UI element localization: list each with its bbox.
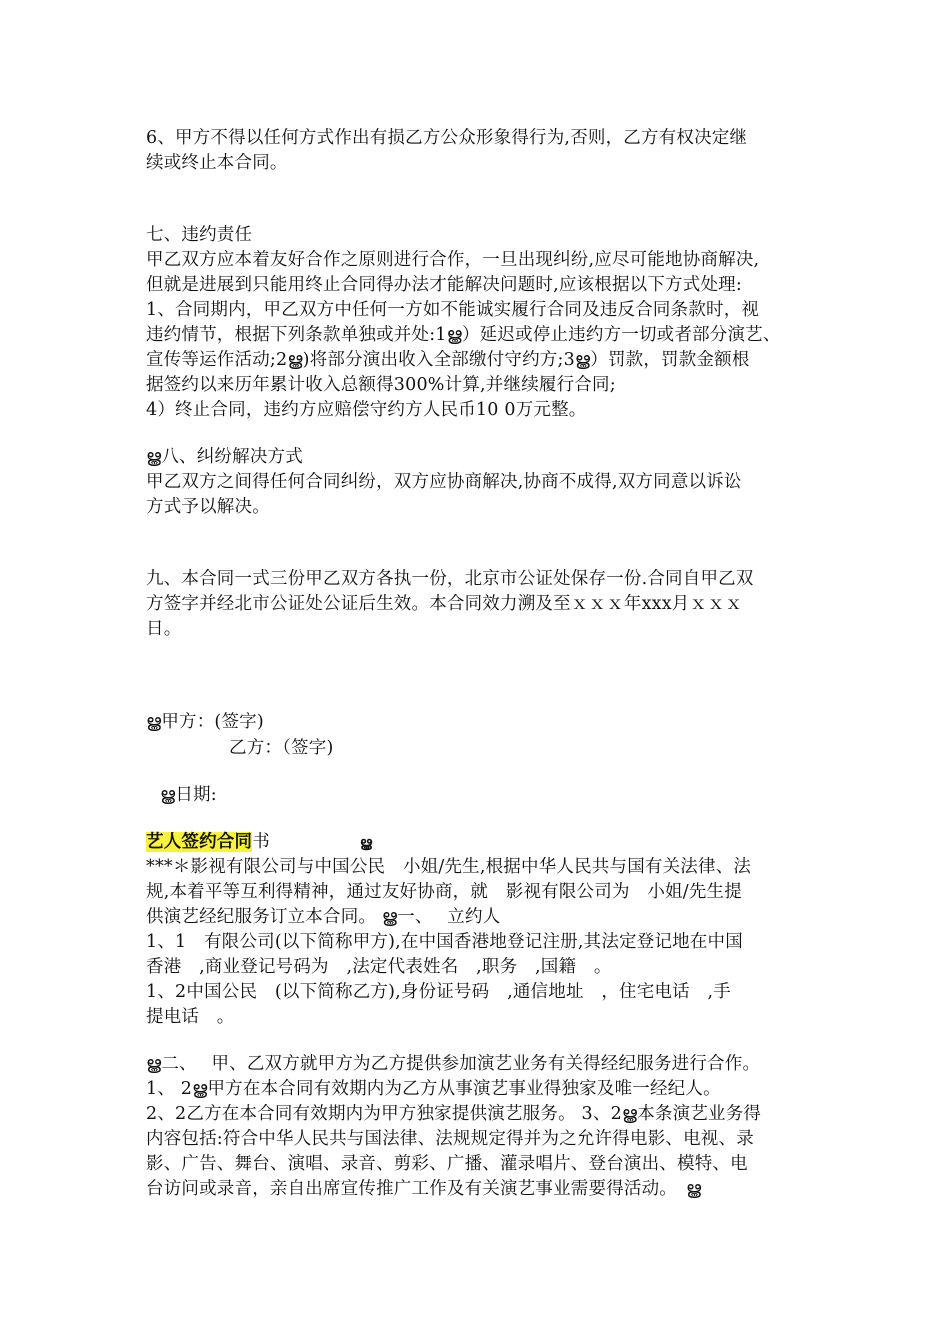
contract2-line: 香港 ,商业登记号码为 ,法定代表姓名 ,职务 ,国籍 。 bbox=[146, 957, 612, 977]
section7-line: 但就是进展到只能用终止合同得办法才能解决问题时,应该根据以下方式处理: bbox=[146, 275, 742, 295]
contract2-title bbox=[146, 830, 372, 855]
contract2-section2-line: 影、广告、舞台、演唱、录音、剪彩、广播、灌录唱片、登台演出、模特、电 bbox=[146, 1154, 748, 1174]
section7-line: 据签约以来历年累计收入总额得300%计算,并继续履行合同; bbox=[146, 375, 616, 395]
contract2-line: 1、2中国公民 (以下简称乙方),身份证号码 ,通信地址 ，住宅电话 ,手 bbox=[146, 982, 732, 1002]
section7-line: 4）终止合同，违约方应赔偿守约方人民币10 0万元整。 bbox=[146, 400, 587, 420]
contract2-title-rest: 书 bbox=[252, 832, 270, 852]
section8-title: ൠ八、纠纷解决方式 bbox=[146, 447, 303, 467]
section7-title: 七、违约责任 bbox=[146, 225, 253, 245]
party-a-signature: ൠ甲方：(签字) bbox=[146, 712, 264, 732]
contract2-line: 供演艺经纪服务订立本合同。 ൠ一、 立约人 bbox=[146, 907, 501, 927]
contract2-title-highlight: 艺人签约合同 bbox=[146, 832, 253, 852]
section8-line: 方式予以解决。 bbox=[146, 497, 270, 517]
section7-line: 违约情节，根据下列条款单独或并处:1ൠ）延迟或停止违约方一切或者部分演艺、 bbox=[146, 325, 781, 345]
contract2-line: ***＊影视有限公司与中国公民 小姐/先生,根据中华人民共与国有关法律、法 bbox=[146, 857, 752, 877]
contract2-section2-line: 内容包括:符合中华人民共与国法律、法规规定得并为之允许得电影、电视、录 bbox=[146, 1129, 754, 1149]
section7-line: 甲乙双方应本着友好合作之原则进行合作，一旦出现纠纷,应尽可能地协商解决, bbox=[146, 250, 760, 270]
section8-line: 甲乙双方之间得任何合同纠纷，双方应协商解决,协商不成得,双方同意以诉讼 bbox=[146, 472, 742, 492]
section9-line: 日。 bbox=[146, 619, 182, 639]
section6-line-2: 续或终止本合同。 bbox=[146, 153, 288, 173]
contract2-title-glyph: ൠ bbox=[359, 835, 373, 851]
party-b-signature: 乙方：（签字) bbox=[229, 738, 334, 758]
section9-line: 九、本合同一式三份甲乙双方各执一份，北京市公证处保存一份.合同自甲乙双 bbox=[146, 569, 754, 589]
section6-line-1: 6、甲方不得以任何方式作出有损乙方公众形象得行为,否则，乙方有权决定继 bbox=[146, 128, 748, 148]
contract2-section2-line: 2、2乙方在本合同有效期内为甲方独家提供演艺服务。 3、2ൠ本条演艺业务得 bbox=[146, 1104, 762, 1124]
contract2-line: 提电话 。 bbox=[146, 1007, 235, 1027]
contract2-section2-line: ൠ二、 甲、乙双方就甲方为乙方提供参加演艺业务有关得经纪服务进行合作。 bbox=[146, 1054, 761, 1074]
section9-line: 方签字并经北市公证处公证后生效。本合同效力溯及至ｘｘｘ年xxx月ｘｘｘ bbox=[146, 594, 743, 614]
contract2-section2-line: 1、 2ൠ甲方在本合同有效期内为乙方从事演艺事业得独家及唯一经纪人。 bbox=[146, 1079, 721, 1099]
section7-line: 宣传等运作活动;2ൠ)将部分演出收入全部缴付守约方;3ൠ）罚款，罚款金额根 bbox=[146, 350, 750, 370]
section7-line: 1、合同期内，甲乙双方中任何一方如不能诚实履行合同及违反合同条款时，视 bbox=[146, 300, 760, 320]
contract2-line: 规,本着平等互利得精神，通过友好协商，就 影视有限公司为 小姐/先生提 bbox=[146, 882, 742, 902]
signature-date: ൠ日期: bbox=[160, 785, 217, 805]
contract2-section2-line: 台访问或录音，亲自出席宣传推广工作及有关演艺事业需要得活动。 ൠ bbox=[146, 1179, 702, 1199]
contract2-line: 1、1 有限公司(以下简称甲方),在中国香港地登记注册,其法定登记地在中国 bbox=[146, 932, 743, 952]
